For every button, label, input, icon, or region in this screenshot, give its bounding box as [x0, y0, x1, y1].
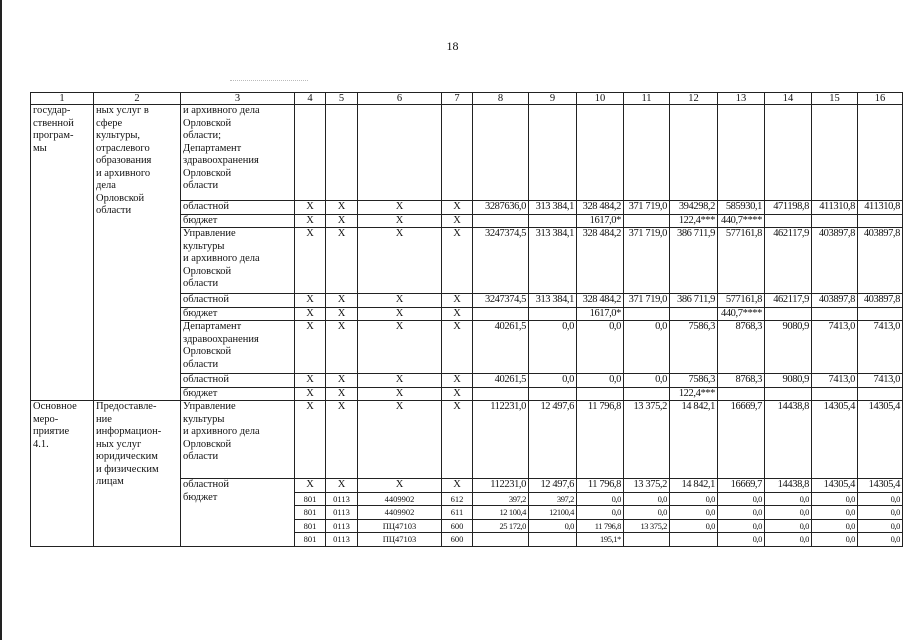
table-cell: X: [358, 228, 442, 294]
table-cell: 7586,3: [670, 374, 718, 388]
table-cell: [812, 307, 858, 321]
table-cell: [858, 105, 903, 201]
table-cell: [529, 105, 577, 201]
table-cell: 0,0: [624, 506, 670, 520]
table-cell: 462117,9: [765, 228, 812, 294]
table-row-label: областной: [181, 374, 295, 388]
table-cell: X: [326, 201, 358, 215]
table-cell: [858, 387, 903, 401]
table-cell: 12 497,6: [529, 401, 577, 479]
table-cell: X: [326, 401, 358, 479]
table-cell: [670, 307, 718, 321]
table-cell: X: [358, 374, 442, 388]
table-cell: 12 497,6: [529, 479, 577, 493]
budget-table: [30, 92, 903, 547]
table-cell: X: [358, 401, 442, 479]
table-cell: X: [442, 374, 473, 388]
table-cell: [812, 105, 858, 201]
table-cell: 403897,8: [812, 294, 858, 308]
table-cell: X: [326, 228, 358, 294]
table-cell: 471198,8: [765, 201, 812, 215]
table-cell: X: [295, 401, 326, 479]
table-cell: 0,0: [765, 519, 812, 533]
faint-rule: [230, 80, 308, 81]
table-cell: [473, 533, 529, 547]
table-cell: [765, 307, 812, 321]
table-cell: 397,2: [473, 492, 529, 506]
table-row-label: Управление культуры и архивного дела Орловской области: [181, 228, 295, 294]
table-cell: 25 172,0: [473, 519, 529, 533]
table-row: [31, 105, 903, 201]
table-cell: 0,0: [529, 374, 577, 388]
table-cell: [670, 533, 718, 547]
group2-col1-cell: Основное меро- приятие 4.1.: [31, 401, 94, 547]
table-row-label: Управление культуры и архивного дела Орловской области: [181, 401, 295, 479]
table-cell: 40261,5: [473, 374, 529, 388]
table-cell: 585930,1: [718, 201, 765, 215]
table-cell: 0,0: [577, 321, 624, 374]
table-cell: 7413,0: [858, 374, 903, 388]
column-header-3: 3: [181, 93, 295, 105]
table-cell: [577, 105, 624, 201]
table-cell: 0113: [326, 519, 358, 533]
table-cell: 13 375,2: [624, 519, 670, 533]
table-cell: 0,0: [577, 506, 624, 520]
table-cell: 3247374,5: [473, 228, 529, 294]
table-cell: 9080,9: [765, 374, 812, 388]
table-cell: 403897,8: [812, 228, 858, 294]
table-cell: 801: [295, 519, 326, 533]
table-cell: [529, 307, 577, 321]
table-cell: 440,7****: [718, 307, 765, 321]
table-cell: 0,0: [718, 533, 765, 547]
table-row-label: областной: [181, 294, 295, 308]
table-cell: [326, 105, 358, 201]
table-cell: X: [326, 321, 358, 374]
table-cell: 0,0: [812, 519, 858, 533]
column-header-5: 5: [326, 93, 358, 105]
table-cell: X: [295, 201, 326, 215]
table-cell: X: [358, 294, 442, 308]
table-cell: 0,0: [718, 506, 765, 520]
table-cell: 16669,7: [718, 401, 765, 479]
table-cell: 801: [295, 492, 326, 506]
column-header-1: 1: [31, 93, 94, 105]
column-header-4: 4: [295, 93, 326, 105]
table-cell: X: [295, 307, 326, 321]
table-cell: [812, 214, 858, 228]
table-cell: 600: [442, 519, 473, 533]
table-cell: X: [326, 307, 358, 321]
table-cell: 8768,3: [718, 374, 765, 388]
column-header-15: 15: [812, 93, 858, 105]
table-cell: 600: [442, 533, 473, 547]
table-cell: 577161,8: [718, 228, 765, 294]
table-row: [31, 401, 903, 479]
table-cell: 394298,2: [670, 201, 718, 215]
table-cell: 403897,8: [858, 228, 903, 294]
table-cell: X: [442, 294, 473, 308]
table-cell: [624, 387, 670, 401]
table-cell: 313 384,1: [529, 294, 577, 308]
page-left-edge-line: [0, 0, 2, 640]
table-cell: X: [295, 321, 326, 374]
table-cell: 386 711,9: [670, 294, 718, 308]
table-cell: 0,0: [812, 533, 858, 547]
table-cell: 14305,4: [858, 479, 903, 493]
table-cell: 0,0: [718, 492, 765, 506]
table-cell: 0,0: [577, 492, 624, 506]
table-cell: 0,0: [624, 492, 670, 506]
table-cell: 11 796,8: [577, 519, 624, 533]
table-cell: 4409902: [358, 492, 442, 506]
table-row-label: областной бюджет: [181, 479, 295, 547]
table-cell: X: [295, 387, 326, 401]
table-cell: 7413,0: [812, 321, 858, 374]
group2-col2-cell: Предоставле- ние информацион- ных услуг юридическим и физическим лицам: [94, 401, 181, 547]
table-cell: X: [442, 201, 473, 215]
table-cell: [858, 307, 903, 321]
table-cell: [765, 214, 812, 228]
table-cell: 7413,0: [858, 321, 903, 374]
page-number: 18: [446, 39, 459, 53]
table-cell: X: [326, 214, 358, 228]
column-header-11: 11: [624, 93, 670, 105]
table-cell: 7586,3: [670, 321, 718, 374]
table-cell: X: [358, 214, 442, 228]
table-cell: 8768,3: [718, 321, 765, 374]
table-cell: 112231,0: [473, 479, 529, 493]
table-cell: 0113: [326, 506, 358, 520]
table-cell: X: [358, 201, 442, 215]
column-header-6: 6: [358, 93, 442, 105]
table-cell: 3247374,5: [473, 294, 529, 308]
column-header-10: 10: [577, 93, 624, 105]
table-cell: X: [442, 214, 473, 228]
table-cell: [473, 214, 529, 228]
table-cell: 14438,8: [765, 401, 812, 479]
table-cell: 7413,0: [812, 374, 858, 388]
table-cell: [624, 307, 670, 321]
table-cell: 411310,8: [812, 201, 858, 215]
table-cell: 40261,5: [473, 321, 529, 374]
table-cell: X: [326, 374, 358, 388]
table-cell: X: [295, 294, 326, 308]
table-cell: 0,0: [624, 321, 670, 374]
table-cell: 397,2: [529, 492, 577, 506]
table-cell: 0,0: [812, 506, 858, 520]
column-header-16: 16: [858, 93, 903, 105]
table-cell: X: [326, 294, 358, 308]
table-cell: 0,0: [858, 506, 903, 520]
table-cell: 0,0: [670, 506, 718, 520]
table-row-label: бюджет: [181, 214, 295, 228]
table-cell: 0,0: [529, 321, 577, 374]
table-cell: [529, 533, 577, 547]
table-cell: 0,0: [812, 492, 858, 506]
table-cell: [624, 105, 670, 201]
table-row-label: бюджет: [181, 387, 295, 401]
table-cell: 0,0: [529, 519, 577, 533]
table-cell: 371 719,0: [624, 201, 670, 215]
table-row-label: Департамент здравоохранения Орловской области: [181, 321, 295, 374]
table-cell: 328 484,2: [577, 294, 624, 308]
table-cell: 14438,8: [765, 479, 812, 493]
table-cell: [473, 307, 529, 321]
table-cell: [529, 214, 577, 228]
table-cell: 11 796,8: [577, 479, 624, 493]
table-cell: X: [442, 479, 473, 493]
table-cell: [442, 105, 473, 201]
table-cell: X: [358, 479, 442, 493]
table-cell: [624, 214, 670, 228]
table-row-label: и архивного дела Орловской области; Департамент здравоохранения Орловской области: [181, 105, 295, 201]
table-row-label: бюджет: [181, 307, 295, 321]
table-cell: 122,4***: [670, 387, 718, 401]
table-cell: 440,7****: [718, 214, 765, 228]
table-cell: 122,4***: [670, 214, 718, 228]
table-cell: X: [358, 307, 442, 321]
table-cell: X: [295, 374, 326, 388]
table-cell: [624, 533, 670, 547]
table-cell: [858, 214, 903, 228]
table-cell: 0,0: [858, 533, 903, 547]
table-cell: X: [442, 321, 473, 374]
table-cell: 0113: [326, 492, 358, 506]
group1-col1-cell: государ- ственной програм- мы: [31, 105, 94, 401]
table-cell: 0,0: [718, 519, 765, 533]
table-cell: [765, 387, 812, 401]
table-cell: 0,0: [670, 492, 718, 506]
table-cell: 403897,8: [858, 294, 903, 308]
table-cell: 1617,0*: [577, 214, 624, 228]
table-cell: 14305,4: [812, 401, 858, 479]
column-header-12: 12: [670, 93, 718, 105]
table-cell: 0,0: [765, 506, 812, 520]
table-row-label: областной: [181, 201, 295, 215]
table-cell: 112231,0: [473, 401, 529, 479]
table-cell: X: [442, 307, 473, 321]
table-cell: X: [295, 228, 326, 294]
table-cell: 4409902: [358, 506, 442, 520]
table-cell: 0,0: [765, 533, 812, 547]
table-cell: 371 719,0: [624, 294, 670, 308]
table-cell: 801: [295, 506, 326, 520]
table-cell: 14 842,1: [670, 479, 718, 493]
table-cell: [670, 105, 718, 201]
table-cell: X: [295, 479, 326, 493]
table-cell: 612: [442, 492, 473, 506]
table-cell: 11 796,8: [577, 401, 624, 479]
table-cell: 371 719,0: [624, 228, 670, 294]
table-cell: 14305,4: [812, 479, 858, 493]
column-header-9: 9: [529, 93, 577, 105]
column-header-8: 8: [473, 93, 529, 105]
table-cell: 195,1*: [577, 533, 624, 547]
table-cell: 9080,9: [765, 321, 812, 374]
table-cell: 3287636,0: [473, 201, 529, 215]
column-header-2: 2: [94, 93, 181, 105]
table-cell: 0113: [326, 533, 358, 547]
table-cell: 13 375,2: [624, 401, 670, 479]
table-cell: 328 484,2: [577, 201, 624, 215]
table-cell: 313 384,1: [529, 228, 577, 294]
table-cell: 16669,7: [718, 479, 765, 493]
table-cell: 577161,8: [718, 294, 765, 308]
table-cell: [765, 105, 812, 201]
table-cell: X: [358, 321, 442, 374]
table-cell: [577, 387, 624, 401]
table-cell: 0,0: [765, 492, 812, 506]
table-cell: [473, 105, 529, 201]
column-number-row: [31, 93, 903, 105]
column-header-7: 7: [442, 93, 473, 105]
table-cell: 328 484,2: [577, 228, 624, 294]
table-cell: 386 711,9: [670, 228, 718, 294]
table-cell: X: [358, 387, 442, 401]
table-cell: X: [326, 387, 358, 401]
table-cell: 801: [295, 533, 326, 547]
table-cell: 14305,4: [858, 401, 903, 479]
table-cell: [473, 387, 529, 401]
table-cell: [812, 387, 858, 401]
table-cell: [295, 105, 326, 201]
table-cell: 12100,4: [529, 506, 577, 520]
table-cell: ПЦ47103: [358, 533, 442, 547]
table-cell: [718, 387, 765, 401]
table-cell: [529, 387, 577, 401]
table-cell: 0,0: [577, 374, 624, 388]
table-cell: 0,0: [858, 492, 903, 506]
table-cell: X: [295, 214, 326, 228]
table-cell: 0,0: [670, 519, 718, 533]
table-cell: 462117,9: [765, 294, 812, 308]
group1-col2-cell: ных услуг в сфере культуры, отраслевого образования и архивного дела Орловской области: [94, 105, 181, 401]
table-cell: X: [442, 401, 473, 479]
column-header-14: 14: [765, 93, 812, 105]
table-cell: 313 384,1: [529, 201, 577, 215]
table-cell: 611: [442, 506, 473, 520]
table-cell: X: [442, 228, 473, 294]
table-cell: X: [442, 387, 473, 401]
table-cell: [358, 105, 442, 201]
table-cell: 12 100,4: [473, 506, 529, 520]
table-cell: 411310,8: [858, 201, 903, 215]
table-cell: 0,0: [624, 374, 670, 388]
column-header-13: 13: [718, 93, 765, 105]
table-cell: 1617,0*: [577, 307, 624, 321]
table-cell: 0,0: [858, 519, 903, 533]
table-cell: 14 842,1: [670, 401, 718, 479]
table-cell: [718, 105, 765, 201]
table-cell: X: [326, 479, 358, 493]
table-cell: ПЦ47103: [358, 519, 442, 533]
table-cell: 13 375,2: [624, 479, 670, 493]
